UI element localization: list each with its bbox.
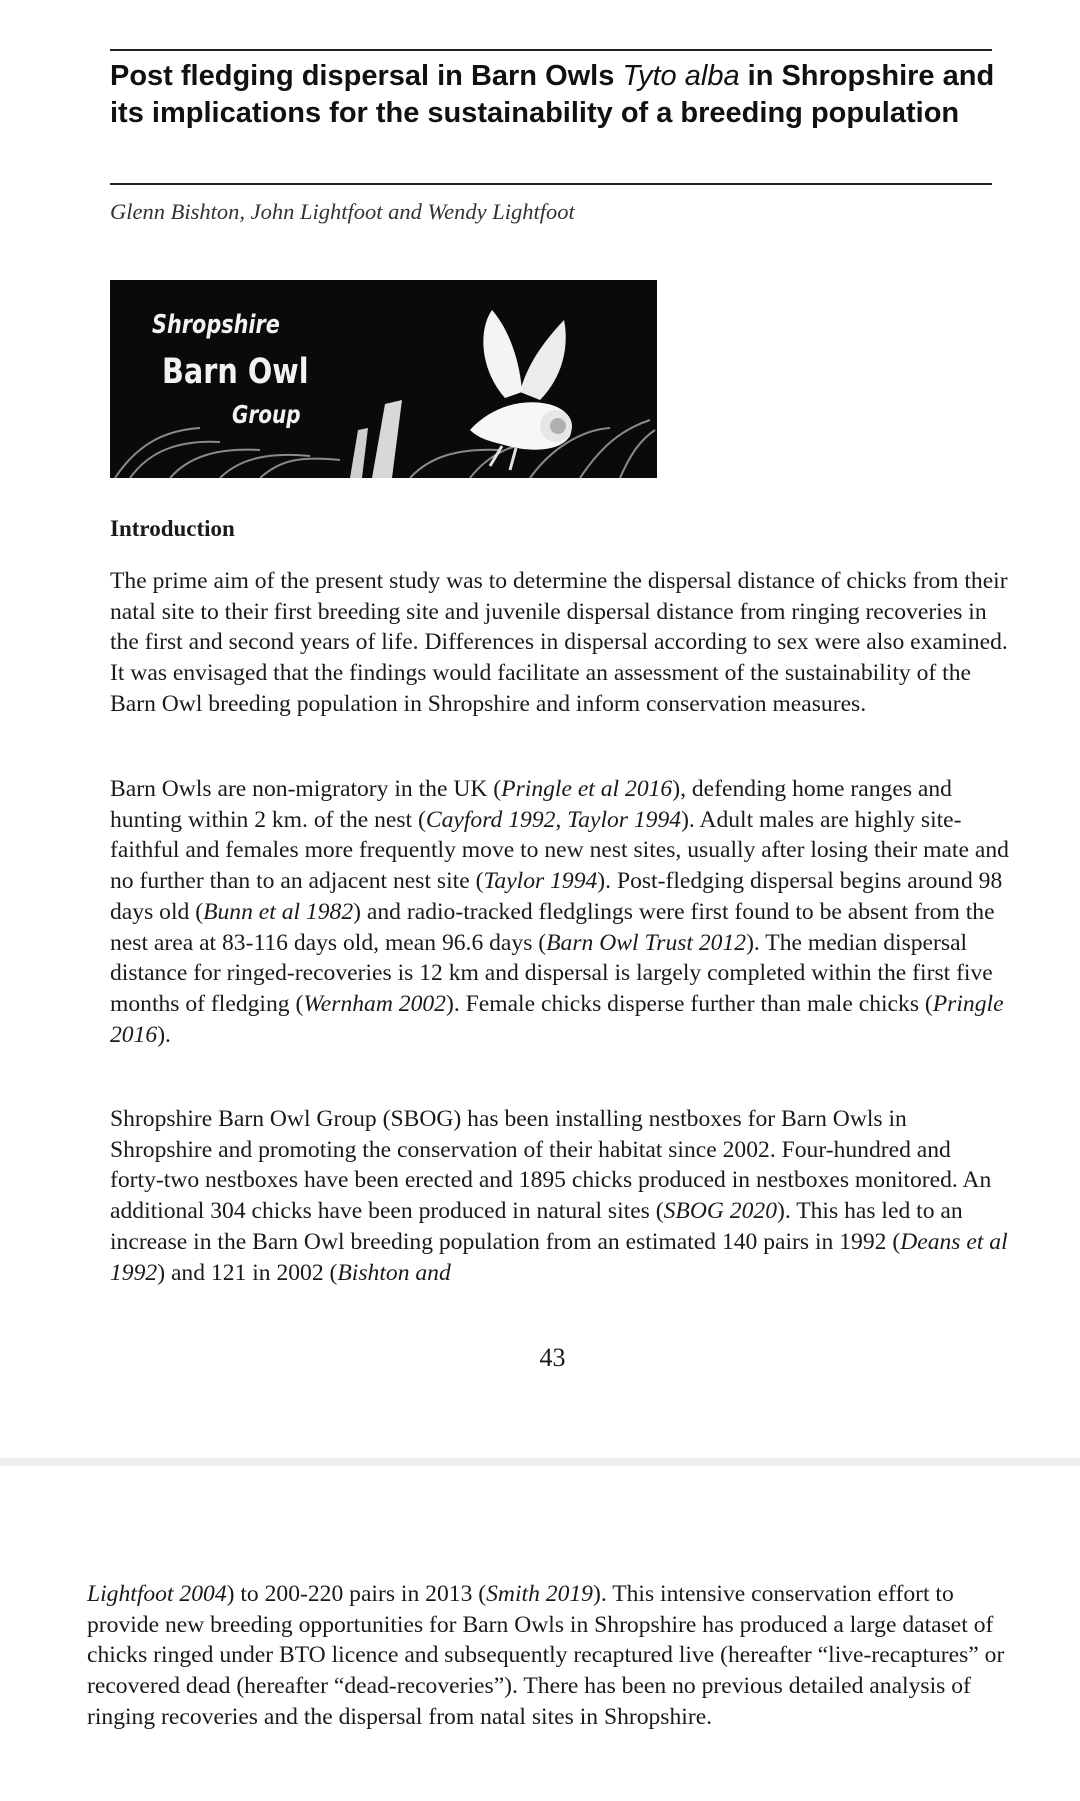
citation: Pringle et al 2016: [501, 776, 673, 802]
citation: Wernham 2002: [303, 990, 446, 1017]
citation: Smith 2019: [486, 1581, 593, 1607]
text: ). Post-fledging dispersal begins around 98 days old (: [110, 868, 1003, 925]
section-heading-introduction: Introduction: [110, 516, 235, 541]
authors: Glenn Bishton, John Lightfoot and Wendy Lightfoot: [110, 199, 575, 224]
logo-line-2: Barn Owl: [162, 352, 309, 392]
text: ) and radio-tracked fledglings were first found to be absent from the nest area at 83-116 days old, mean 96.6 days (: [110, 898, 995, 956]
citation: Lightfoot 2004: [87, 1581, 227, 1607]
citation: Bunn et al 1982: [203, 898, 354, 925]
citation: Pringle 2016: [110, 990, 1004, 1048]
article-title: [110, 58, 1000, 132]
text: ). Adult males are highly site-faithful and females more frequently move to new nest sites, usually after losing their mate and no further than to an adjacent nest site (: [110, 806, 1009, 895]
text: ) and 121 in 2002 (: [157, 1259, 338, 1286]
text: Barn Owls are non-migratory in the UK (: [110, 776, 502, 802]
text: ). This intensive conservation effort to provide new breeding opportunities for Barn Owls in Shropshire has produced a large dataset of chicks ringed under BTO licence and subsequently recaptured live (hereafter “live-recaptures” or recovered dead (hereafter “dead-recoveries”). There has been no previous detailed analysis of ringing recoveries and the dispersal from natal sites in Shropshire.: [87, 1581, 1005, 1730]
text: ) to 200-220 pairs in 2013 (: [226, 1581, 487, 1607]
text: ).: [157, 1021, 171, 1048]
title-text: Post fledging dispersal in Barn Owls: [110, 60, 623, 92]
citation: Bishton and: [337, 1259, 451, 1286]
logo-line-1: Shropshire: [152, 310, 280, 340]
text: Shropshire Barn Owl Group (SBOG) has been installing nestboxes for Barn Owls in Shropshire and promoting the conservation of their habitat since 2002. Four-hundred and forty-two nestboxes have been erected and 1895 chicks produced in nestboxes monitored. An additional 304 chicks have been produced in natural sites (: [110, 1106, 992, 1225]
title-species: Tyto alba: [622, 60, 740, 92]
paragraph-aim: The prime aim of the present study was to determine the dispersal distance of chicks from their natal site to their first breeding site and juvenile dispersal distance from ringing recoveries in the first and second years of life. Differences in dispersal according to sex were also examined. It was envisaged that the findings would facilitate an assessment of the sustainability of the Barn Owl breeding population in Shropshire and inform conservation measures.: [110, 568, 1008, 717]
text: ). The median dispersal distance for ringed-recoveries is 12 km and dispersal is largely completed within the first five months of fledging (: [110, 929, 993, 1017]
citation: Barn Owl Trust 2012: [546, 929, 747, 956]
text: ). Female chicks disperse further than male chicks (: [445, 990, 933, 1017]
title-text-end: in Shropshire and its implications for the sustainability of a breeding population: [110, 60, 995, 129]
top-rule: [110, 49, 992, 51]
page-44: [0, 1466, 1080, 1801]
logo-line-3: Group: [232, 400, 301, 429]
page-separator: [0, 1458, 1080, 1466]
shropshire-barn-owl-group-logo: [110, 280, 657, 478]
paragraph-continued: [87, 1579, 1007, 1733]
text: ), defending home ranges and hunting within 2 km. of the nest (: [110, 776, 952, 833]
title-bottom-rule: [110, 183, 992, 185]
page-number: 43: [539, 1343, 566, 1372]
citation: Taylor 1994: [483, 868, 598, 895]
barn-owl-icon: [110, 280, 657, 478]
citation: Deans et al 1992: [110, 1228, 1008, 1286]
paragraph-dispersal-background: [110, 774, 1010, 1050]
paragraph-sbog: [110, 1104, 1010, 1288]
citation: SBOG 2020: [663, 1198, 777, 1225]
citation: Cayford 1992, Taylor 1994: [425, 806, 682, 833]
text: ). This has led to an increase in the Barn Owl breeding population from an estimated 140 pairs in 1992 (: [110, 1198, 963, 1255]
